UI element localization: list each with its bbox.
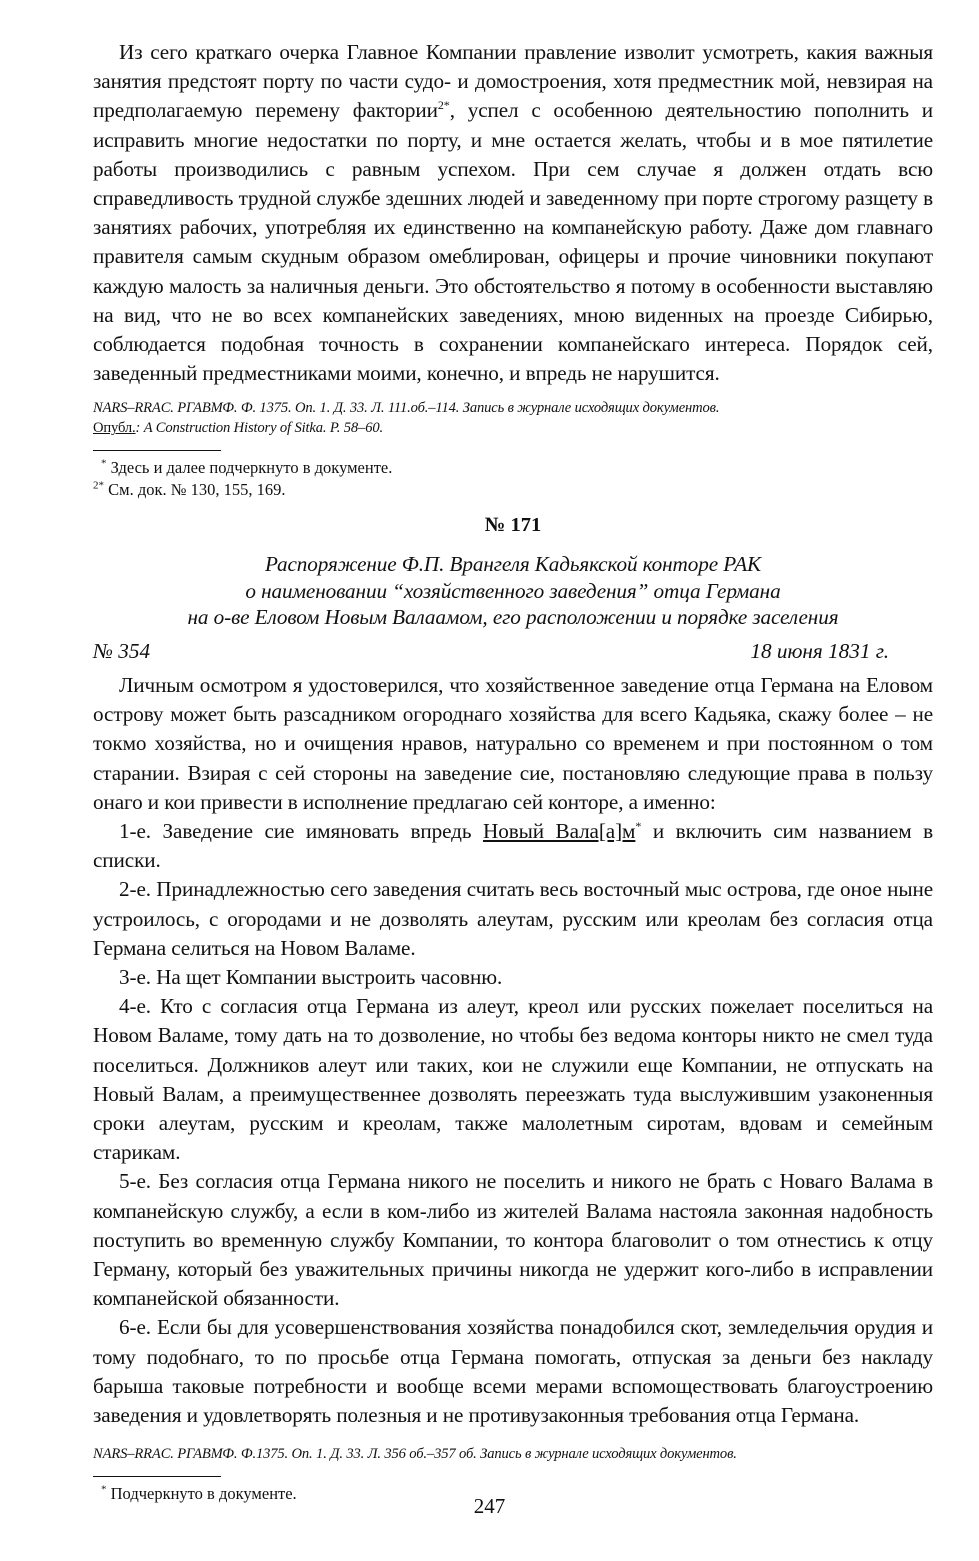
item-text: 1-е. Заведение сие имяновать впредь [119, 818, 483, 843]
archive-citation-2: NARS–RRAC. РГАВМФ. Ф.1375. Оп. 1. Д. 33. Л. 356 об.–357 об. Запись в журнале исходящих документов. [93, 1446, 737, 1463]
document-meta [93, 637, 933, 665]
footnote-text: Подчеркнуто в документе. [106, 1484, 297, 1504]
order-item-2: 2-е. Принадлежностью сего заведения считать весь восточный мыс острова, где оное ныне устроилось, с огородами и не дозволять алеутам, русским или креолам без согласия отца Германа селиться на Новом Валаме. [93, 877, 933, 960]
archive-citation-1 [93, 398, 933, 438]
intro-text-cont: , успел с особенною деятельностию пополнить и исправить многие недостатки по порту, и мне остается желать, чтобы и в мое пятилетие работы производились с равным успехом. При сем случае я должен отдать всю справедливость трудной службе здешних людей и заведенному при порте строгому разщету в занятиях рабочих, употребляя их единственно на компанейскую работу. Даже дом главнаго правителя самым скудным образом омеблирован, офицеры и прочие чиновники покупают каждую малость за наличныя деньги. Это обстоятельство я потому в особенности выставляю на вид, что не во всех компанейских заведениях, мною виденных на проезде Сибирью, соблюдается подобная точность в сохранении компанейскаго интереса. Порядок сей, заведенный предместниками моими, конечно, и впредь не нарушится. [93, 98, 933, 386]
title-line: Распоряжение Ф.П. Врангеля Кадьякской конторе РАК [264, 552, 762, 577]
document-number: № 171 [484, 514, 542, 537]
footnote-marker: * [635, 818, 642, 833]
footnote-divider [93, 1476, 221, 1477]
page-number: 247 [473, 1494, 506, 1518]
title-line: о наименовании “хозяйственного заведения” отца Германа [245, 578, 781, 603]
footnote-2 [93, 479, 933, 501]
order-item-3: 3-е. На щет Компании выстроить часовню. [119, 964, 503, 989]
document-preamble: Личным осмотром я удостоверился, что хозяйственное заведение отца Германа на Еловом острову может быть разсадником огороднаго хозяйства для всего Кадьяка, скажу более – не токмо хозяйства, но и очищения нравов, натурально со временем и при постоянном о том старании. Взирая с сей стороны на заведение сие, постановляю следующие права в пользу онаго и кои привести в исполнение предлагаю сей конторе, а именно: [93, 672, 933, 814]
document-page [93, 38, 933, 1505]
publication-label: Опубл. [93, 420, 136, 437]
underlined-name: Новый Вала[а]м [483, 818, 636, 843]
order-item-5: 5-е. Без согласия отца Германа никого не поселить и никого не брать с Новаго Валама в компанейскую службу, а если в ком-либо из жителей Валама настояла законная надобность поступить во временную службу Компании, то контора благоволит о том отнестись к отцу Герману, который без уважительных причины никогда не удержит кого-либо в исправлении компанейской обязанности. [93, 1169, 933, 1311]
footnote-text: Здесь и далее подчеркнуто в документе. [106, 458, 393, 478]
archive-reference: NARS–RRAC. РГАВМФ. Ф. 1375. Оп. 1. Д. 33. Л. 111.об.–114. Запись в журнале исходящих документов. [93, 400, 720, 417]
footnote-marker: * [101, 1483, 107, 1496]
document-title [93, 551, 933, 631]
document-date: 18 июня 1831 г. [750, 638, 889, 663]
footnote-marker: * [101, 457, 107, 470]
order-item-4: 4-е. Кто с согласия отца Германа из алеут, креол или русских пожелает поселиться на Новом Валаме, тому дать на то дозволение, но чтобы без ведома конторы никто не смел туда поселиться. Должников алеут или таких, кои не служили еще Компании, не отпускать на Новый Валам, а преимущественнее дозволять переезжать туда выслужившим узаконенныя сроки алеутам, русским и креолам, также малолетным сиротам, вдовам и семейным старикам. [93, 994, 933, 1165]
reference-number: № 354 [93, 638, 151, 663]
footnote-divider [93, 450, 221, 451]
footnote-marker: 2* [93, 479, 104, 492]
item-text-cont: и включить сим названием в списки. [93, 818, 933, 873]
publication-reference: : A Construction History of Sitka. P. 58–60. [135, 420, 383, 437]
intro-paragraph [93, 38, 933, 388]
order-item-1 [93, 817, 933, 875]
footnote-1 [93, 457, 933, 479]
footnote-marker: 2* [437, 98, 450, 113]
intro-text: Из сего краткаго очерка Главное Компании правление изволит усмотреть, какия важныя занятия предстоят порту по части судо- и домостроения, хотя предместник мой, невзирая на предполагаемую перемену фактории [93, 40, 933, 123]
order-item-6: 6-е. Если бы для усовершенствования хозяйства понадобился скот, земледельчия орудия и тому подобнаго, то по просьбе отца Германа помогать, отпуская за деньги без накладу барыша таковые потребности и вообще всеми мерами вспомоществовать благоустроению заведения и удовлетворять полезныя и не противузаконныя требования отца Германа. [93, 1315, 933, 1428]
title-line: на о-ве Еловом Новым Валаамом, его расположении и порядке заселения [187, 605, 839, 630]
footnote-text: См. док. № 130, 155, 169. [104, 480, 286, 500]
